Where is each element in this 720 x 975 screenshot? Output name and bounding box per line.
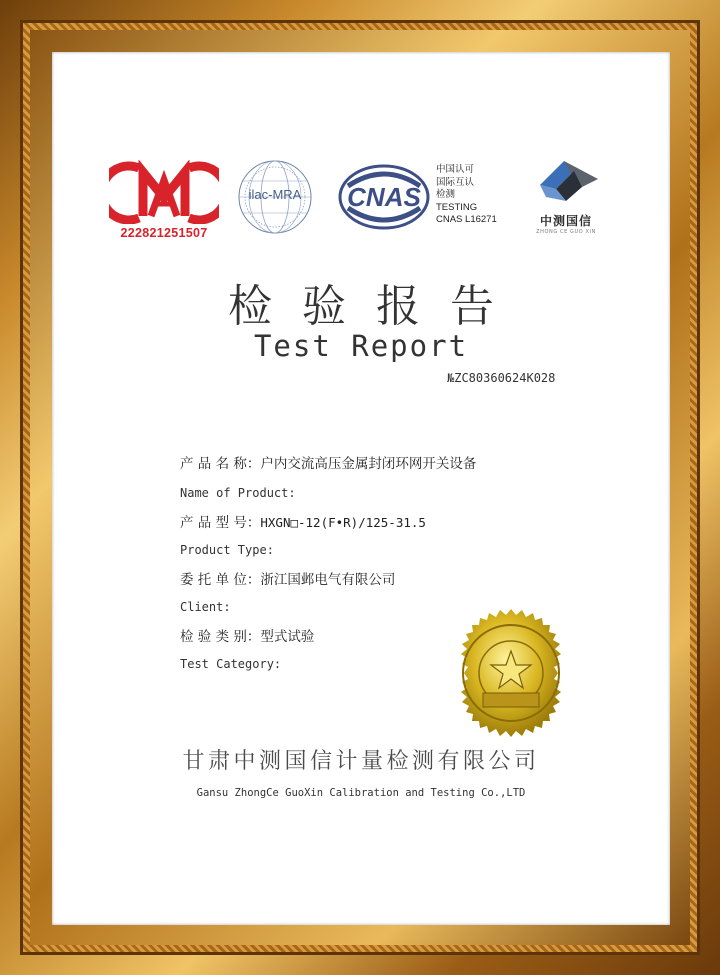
ilac-mra-logo — [235, 157, 315, 237]
field-value: HXGN□-12(F•R)/125-31.5 — [260, 515, 426, 530]
field-label: 产 品 名 称： — [180, 456, 261, 472]
cnas-mark-text: CNAS — [347, 182, 421, 212]
field-label: 产 品 型 号： — [180, 515, 261, 531]
zcgx-en: ZHONG CE GUO XIN — [536, 229, 596, 235]
cnas-line: 中国认可 — [436, 164, 475, 175]
report-number: №ZC80360624K028 — [447, 371, 556, 385]
cnas-mark-icon — [338, 164, 430, 230]
field-label-en: Product Type: — [180, 543, 274, 557]
field-value: 型式试验 — [260, 629, 315, 645]
cnas-line: CNAS L16271 — [436, 214, 497, 225]
seal-icon — [445, 607, 577, 739]
field-value: 浙江国邺电气有限公司 — [260, 572, 396, 588]
field-label-en: Name of Product: — [180, 486, 296, 500]
gold-seal — [445, 607, 577, 739]
field-label-en: Test Category: — [180, 657, 282, 671]
zcgx-logo — [526, 157, 606, 242]
report-title-en: Test Report — [253, 329, 469, 363]
field-label: 检 验 类 别： — [180, 629, 261, 645]
certificate-paper — [52, 52, 670, 925]
field-label: 委 托 单 位： — [180, 572, 261, 588]
client-row — [180, 568, 395, 588]
issuer-name-cn: 甘肃中测国信计量检测有限公司 — [182, 749, 540, 774]
cma-mark-icon — [109, 160, 219, 224]
zcgx-mark-icon — [526, 157, 606, 213]
cma-number: 222821251507 — [120, 226, 208, 240]
cma-logo — [109, 160, 219, 240]
test-category-row — [180, 625, 314, 645]
field-label-en: Client: — [180, 600, 231, 614]
accreditation-logos — [52, 152, 670, 242]
zcgx-cn: 中测国信 — [539, 214, 592, 228]
field-value: 户内交流高压金属封闭环网开关设备 — [260, 456, 477, 472]
issuer-name-en: Gansu ZhongCe GuoXin Calibration and Testing Co.,LTD — [196, 787, 526, 799]
cnas-logo — [338, 164, 430, 230]
product-type-row — [180, 511, 426, 531]
ilac-text: ilac-MRA — [248, 187, 302, 202]
cnas-line: TESTING — [436, 201, 478, 213]
cnas-caption — [436, 164, 526, 227]
report-title-cn: 检验报告 — [228, 281, 524, 332]
cnas-line: 国际互认 — [436, 176, 475, 188]
cnas-line: 检测 — [436, 189, 456, 200]
product-name-row — [180, 452, 476, 472]
